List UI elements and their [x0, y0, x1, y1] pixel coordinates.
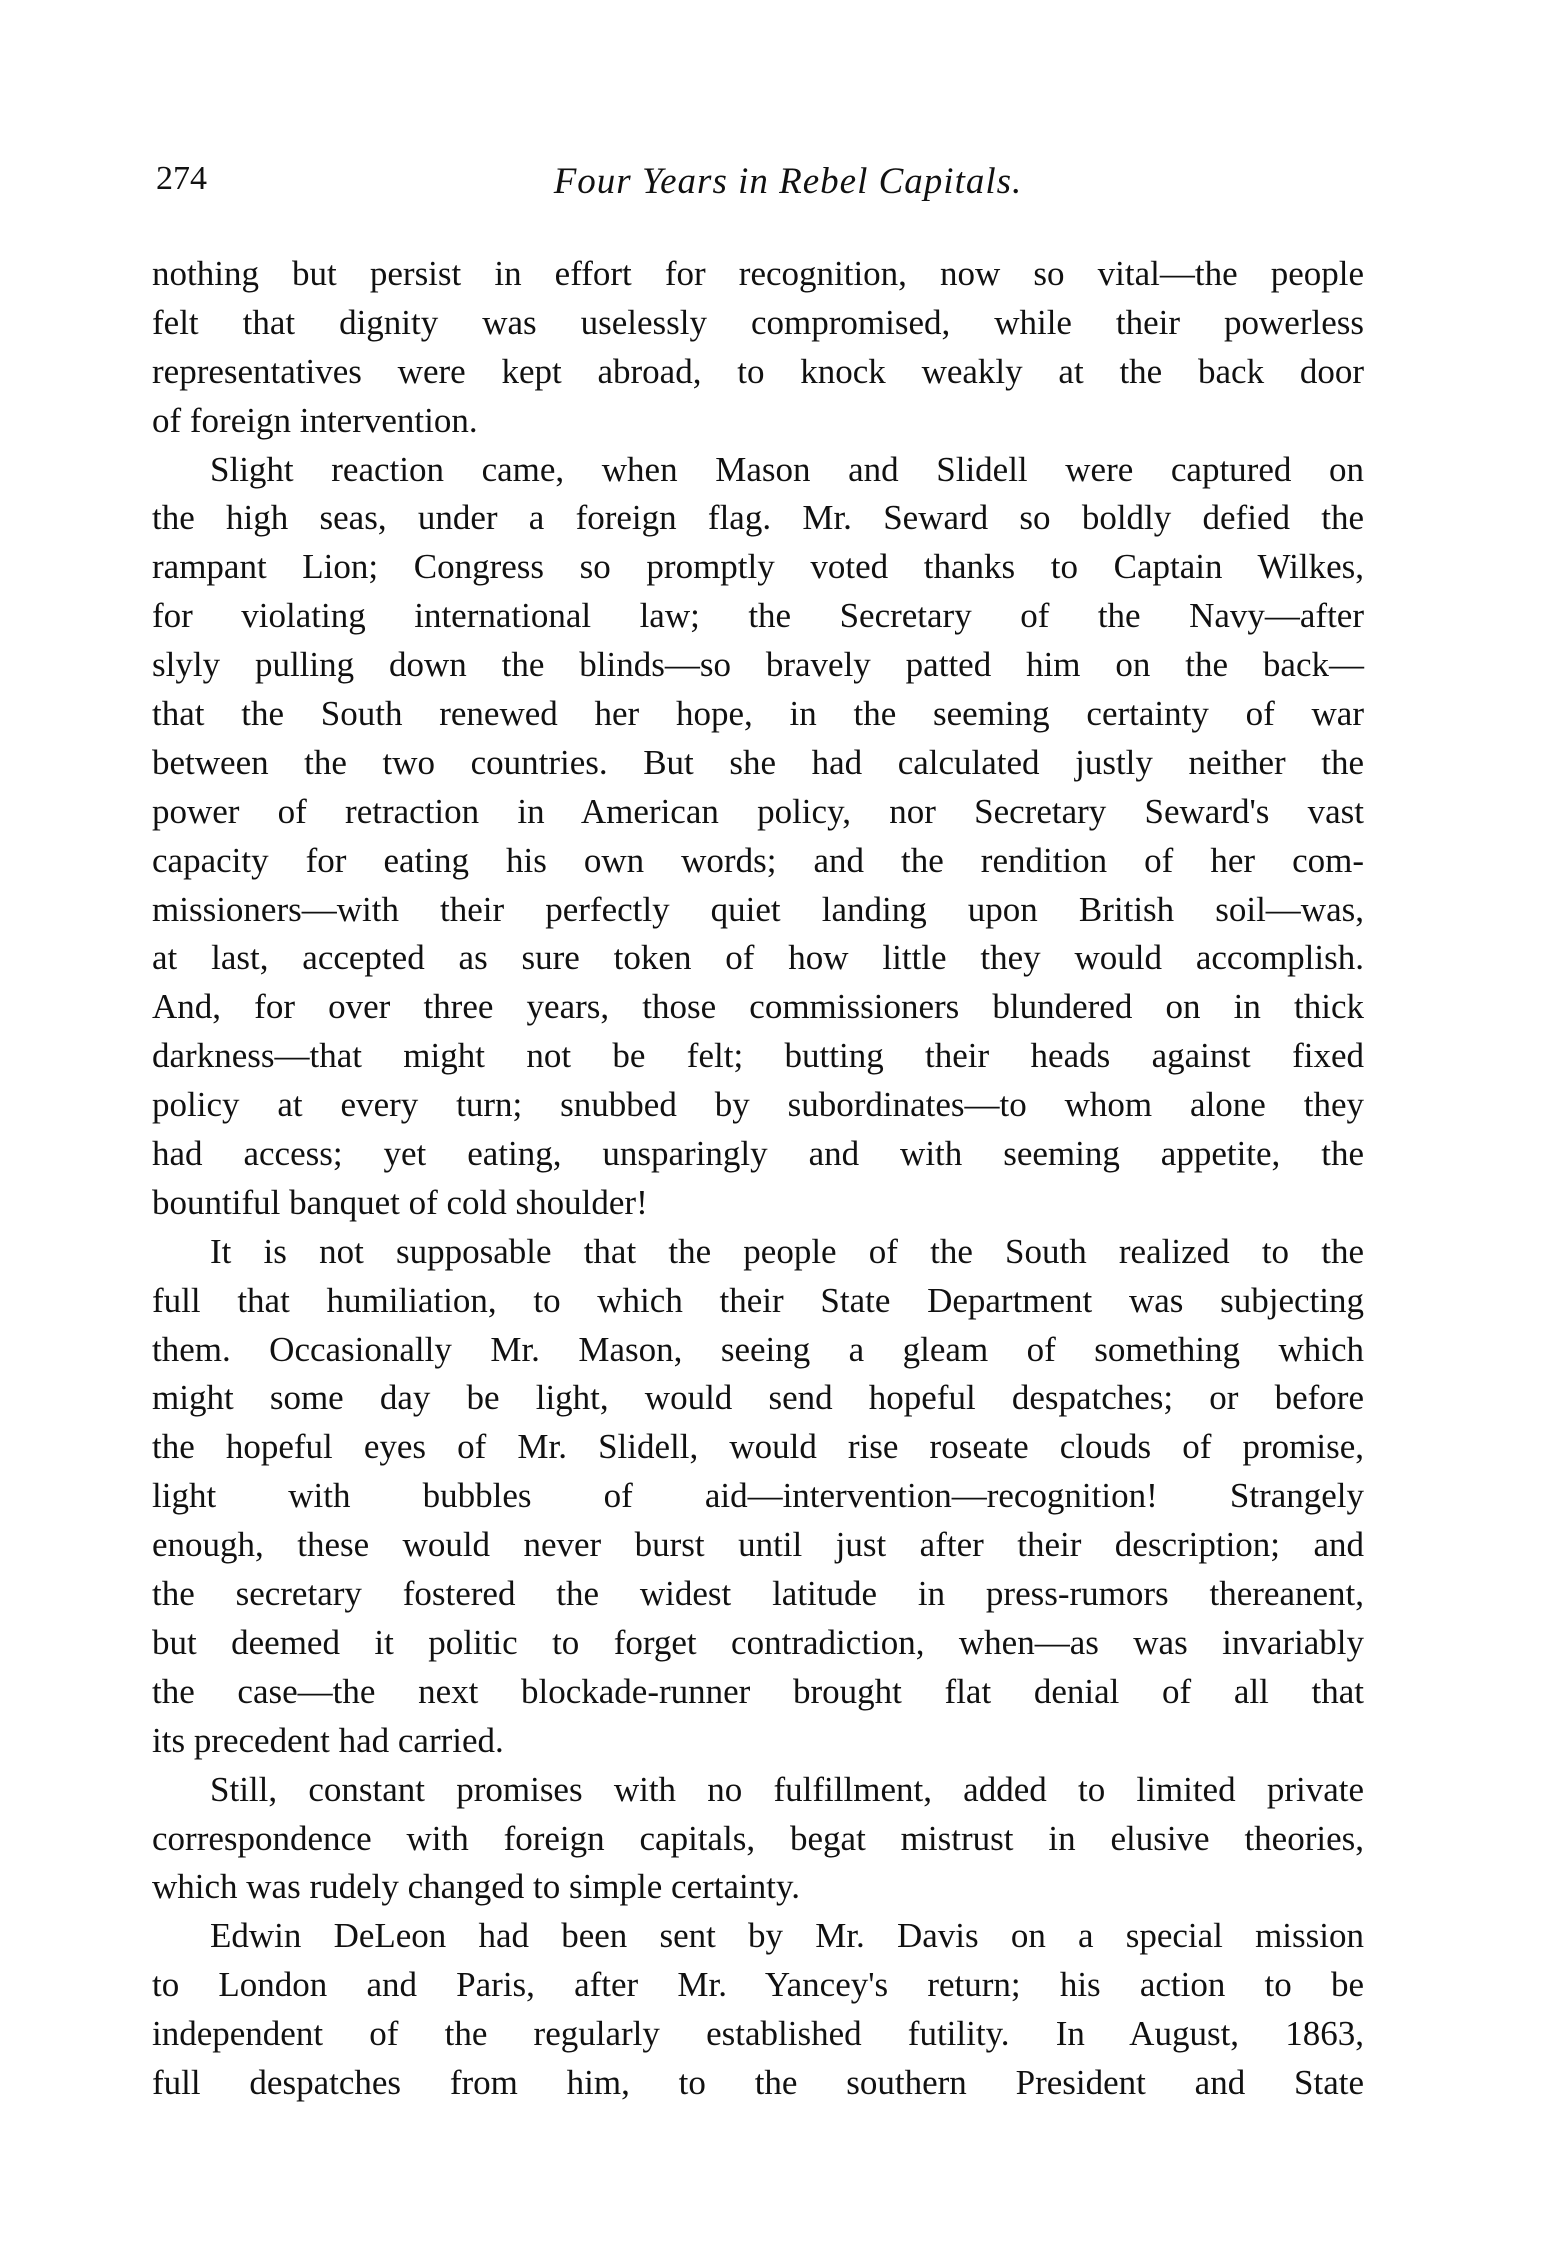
text-line: them. Occasionally Mr. Mason, seeing a gleam of something which	[152, 1329, 1364, 1369]
text-line: for violating international law; the Secretary of the Navy—after	[152, 596, 1364, 636]
text-line: the high seas, under a foreign flag. Mr. Seward so boldly defied the	[152, 498, 1364, 538]
paragraph	[152, 1912, 1364, 2108]
paragraph	[152, 250, 1364, 446]
text-line: missioners—with their perfectly quiet landing upon British soil—was,	[152, 889, 1364, 929]
paragraph	[152, 1766, 1364, 1913]
text-line: enough, these would never burst until just after their description; and	[152, 1525, 1364, 1565]
paragraph	[152, 1228, 1364, 1766]
text-line: bountiful banquet of cold shoulder!	[152, 1182, 648, 1222]
text-line: that the South renewed her hope, in the seeming certainty of war	[152, 694, 1364, 734]
paragraph	[152, 446, 1364, 1228]
text-line: full despatches from him, to the southern President and State	[152, 2062, 1364, 2102]
page-header	[152, 160, 1364, 210]
text-line: of foreign intervention.	[152, 400, 478, 440]
text-line: had access; yet eating, unsparingly and with seeming appetite, the	[152, 1134, 1364, 1174]
text-line: the case—the next blockade-runner brought flat denial of all that	[152, 1671, 1364, 1711]
text-line: the secretary fostered the widest latitude in press-rumors thereanent,	[152, 1574, 1364, 1614]
text-line: correspondence with foreign capitals, begat mistrust in elusive theories,	[152, 1818, 1364, 1858]
text-line: representatives were kept abroad, to knock weakly at the back door	[152, 351, 1364, 391]
text-line: policy at every turn; snubbed by subordinates—to whom alone they	[152, 1085, 1364, 1125]
text-line: darkness—that might not be felt; butting their heads against fixed	[152, 1036, 1364, 1076]
text-line: might some day be light, would send hopeful despatches; or before	[152, 1378, 1364, 1418]
text-line: Edwin DeLeon had been sent by Mr. Davis on a special mission	[210, 1916, 1364, 1956]
text-line: but deemed it politic to forget contradiction, when—as was invariably	[152, 1622, 1364, 1662]
text-line: full that humiliation, to which their State Department was subjecting	[152, 1280, 1364, 1320]
text-line: slyly pulling down the blinds—so bravely patted him on the back—	[152, 645, 1364, 685]
text-line: power of retraction in American policy, nor Secretary Seward's vast	[152, 791, 1364, 831]
text-line: the hopeful eyes of Mr. Slidell, would rise roseate clouds of promise,	[152, 1427, 1364, 1467]
text-line: felt that dignity was uselessly compromised, while their powerless	[152, 302, 1364, 342]
text-line: And, for over three years, those commissioners blundered on in thick	[152, 987, 1364, 1027]
text-line: Still, constant promises with no fulfillment, added to limited private	[210, 1769, 1364, 1809]
text-line: Slight reaction came, when Mason and Slidell were captured on	[210, 449, 1364, 489]
text-line: capacity for eating his own words; and the rendition of her com-	[152, 840, 1364, 880]
body-text	[152, 250, 1364, 2108]
text-line: at last, accepted as sure token of how little they would accomplish.	[152, 938, 1364, 978]
text-line: independent of the regularly established futility. In August, 1863,	[152, 2014, 1364, 2054]
text-line: light with bubbles of aid—intervention—recognition! Strangely	[152, 1476, 1364, 1516]
text-line: to London and Paris, after Mr. Yancey's return; his action to be	[152, 1965, 1364, 2005]
text-line: its precedent had carried.	[152, 1720, 504, 1760]
text-line: between the two countries. But she had calculated justly neither the	[152, 742, 1364, 782]
text-line: It is not supposable that the people of the South realized to the	[210, 1231, 1364, 1271]
text-line: nothing but persist in effort for recognition, now so vital—the people	[152, 254, 1364, 293]
running-title: Four Years in Rebel Capitals.	[553, 161, 1023, 202]
text-line: rampant Lion; Congress so promptly voted thanks to Captain Wilkes,	[152, 547, 1364, 587]
page-number: 274	[156, 160, 207, 197]
text-line: which was rudely changed to simple certainty.	[152, 1867, 800, 1907]
